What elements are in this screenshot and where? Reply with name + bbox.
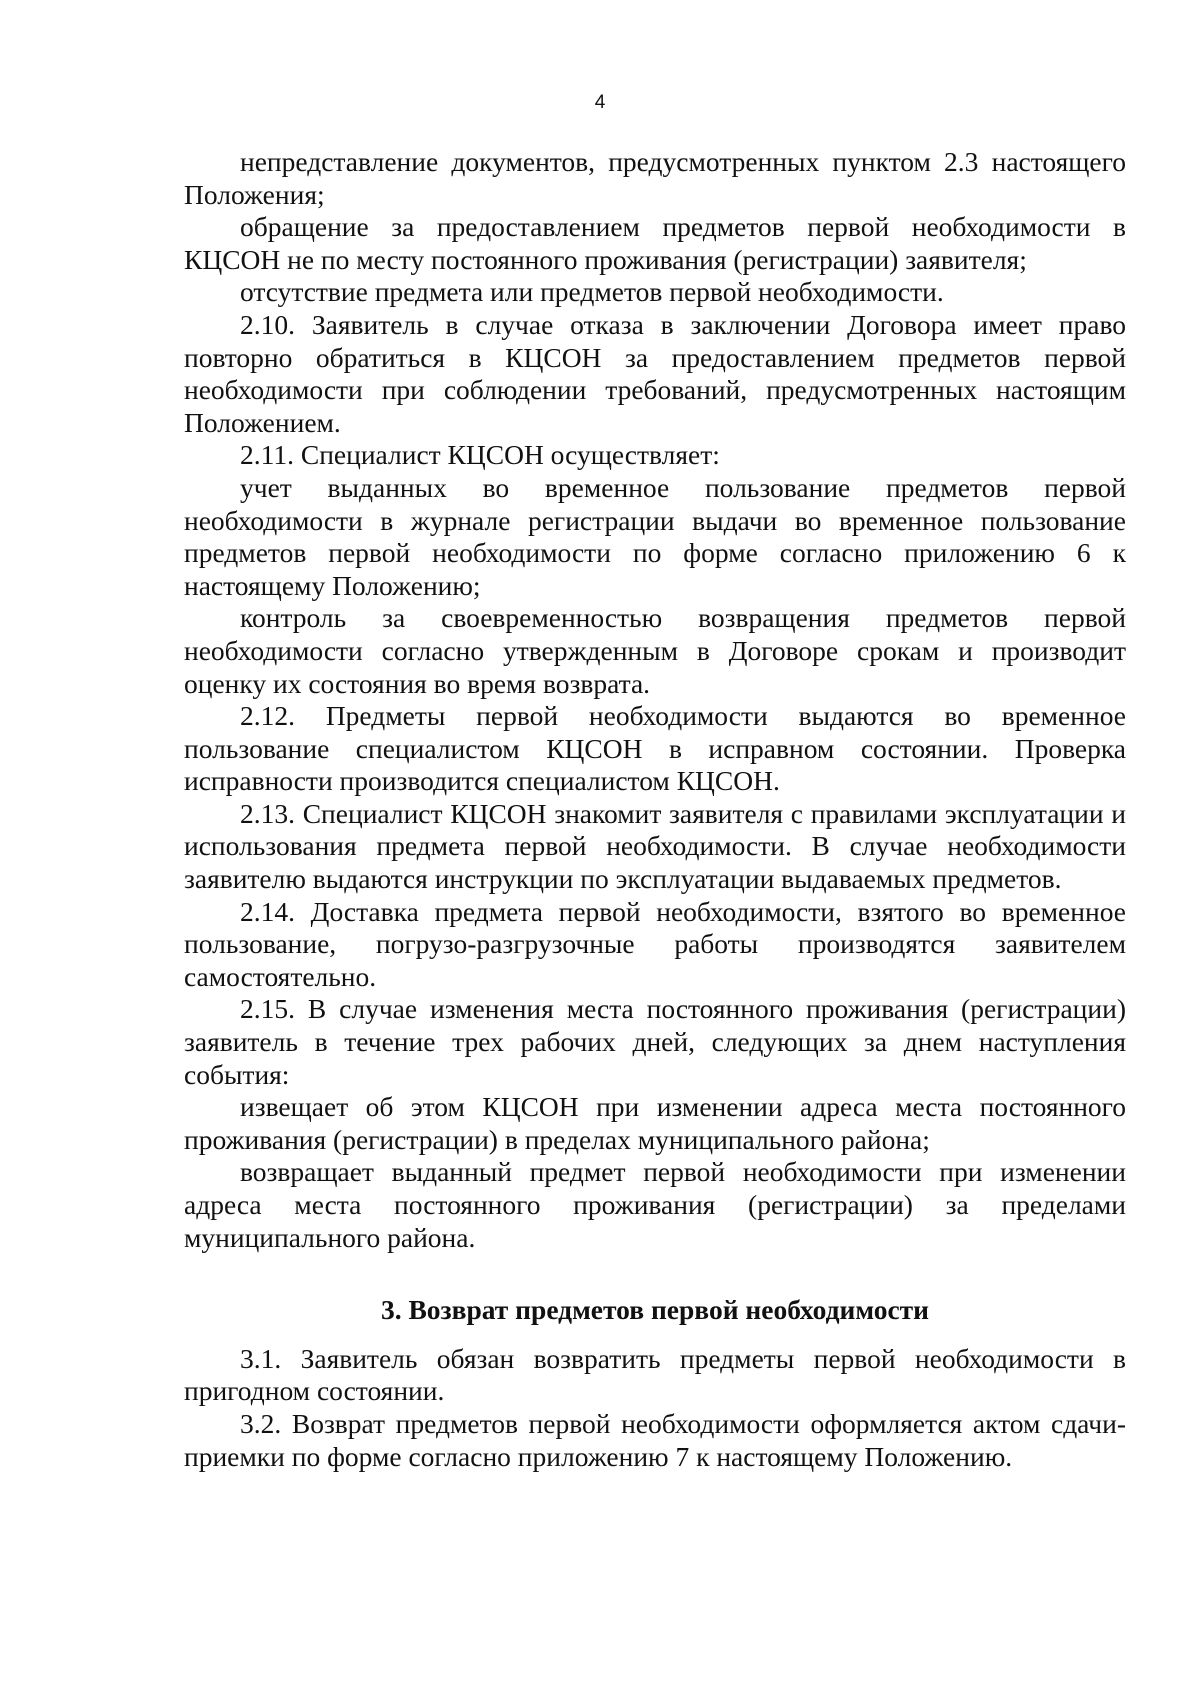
paragraph: извещает об этом КЦСОН при изменении адреса места постоянного проживания (регистрации) в пределах муниципального района; — [184, 1091, 1126, 1155]
paragraph-3-2: 3.2. Возврат предметов первой необходимости оформляется актом сдачи-приемки по форме согласно приложению 7 к настоящему Положению. — [184, 1407, 1126, 1472]
paragraph: учет выданных во временное пользование предметов первой необходимости в журнале регистрации выдачи во временное пользование предметов первой необходимости по форме согласно приложению 6 к настоящему Положению; — [184, 471, 1126, 601]
paragraph: отсутствие предмета или предметов первой необходимости. — [240, 276, 944, 308]
paragraph: обращение за предоставлением предметов первой необходимости в КЦСОН не по месту постоянного проживания (регистрации) заявителя; — [184, 211, 1126, 275]
paragraph-2-15: 2.15. В случае изменения места постоянного проживания (регистрации) заявитель в течение трех рабочих дней, следующих за днем наступления события: — [184, 993, 1126, 1090]
section-heading: 3. Возврат предметов первой необходимости — [380, 1294, 930, 1326]
page-number: 4 — [594, 92, 606, 113]
paragraph: контроль за своевременностью возвращения предметов первой необходимости согласно утвержденным в Договоре срокам и производит оценку их состояния во время возврата. — [184, 602, 1126, 699]
paragraph: непредставление документов, предусмотренных пунктом 2.3 настоящего Положения; — [184, 146, 1126, 210]
paragraph: возвращает выданный предмет первой необходимости при изменении адреса места постоянного проживания (регистрации) за пределами муниципального района. — [184, 1156, 1126, 1253]
paragraph-2-13: 2.13. Специалист КЦСОН знакомит заявителя с правилами эксплуатации и использования предмета первой необходимости. В случае необходимости заявителю выдаются инструкции по эксплуатации выдаваемых предметов. — [184, 797, 1126, 895]
paragraph-2-10: 2.10. Заявитель в случае отказа в заключении Договора имеет право повторно обратиться в КЦСОН за предоставлением предметов первой необходимости при соблюдении требований, предусмотренных настоящим Положением. — [184, 308, 1126, 438]
paragraph-2-14: 2.14. Доставка предмета первой необходимости, взятого во временное пользование, погрузо-разгрузочные работы производятся заявителем самостоятельно. — [184, 895, 1126, 992]
paragraph-2-12: 2.12. Предметы первой необходимости выдаются во временное пользование специалистом КЦСОН в исправном состоянии. Проверка исправности производится специалистом КЦСОН. — [184, 700, 1126, 797]
paragraph-3-1: 3.1. Заявитель обязан возвратить предметы первой необходимости в пригодном состоянии. — [184, 1342, 1126, 1407]
document-body — [184, 146, 1126, 1473]
section-3-body — [184, 1343, 1126, 1473]
paragraph-2-11: 2.11. Специалист КЦСОН осуществляет: — [240, 439, 720, 471]
